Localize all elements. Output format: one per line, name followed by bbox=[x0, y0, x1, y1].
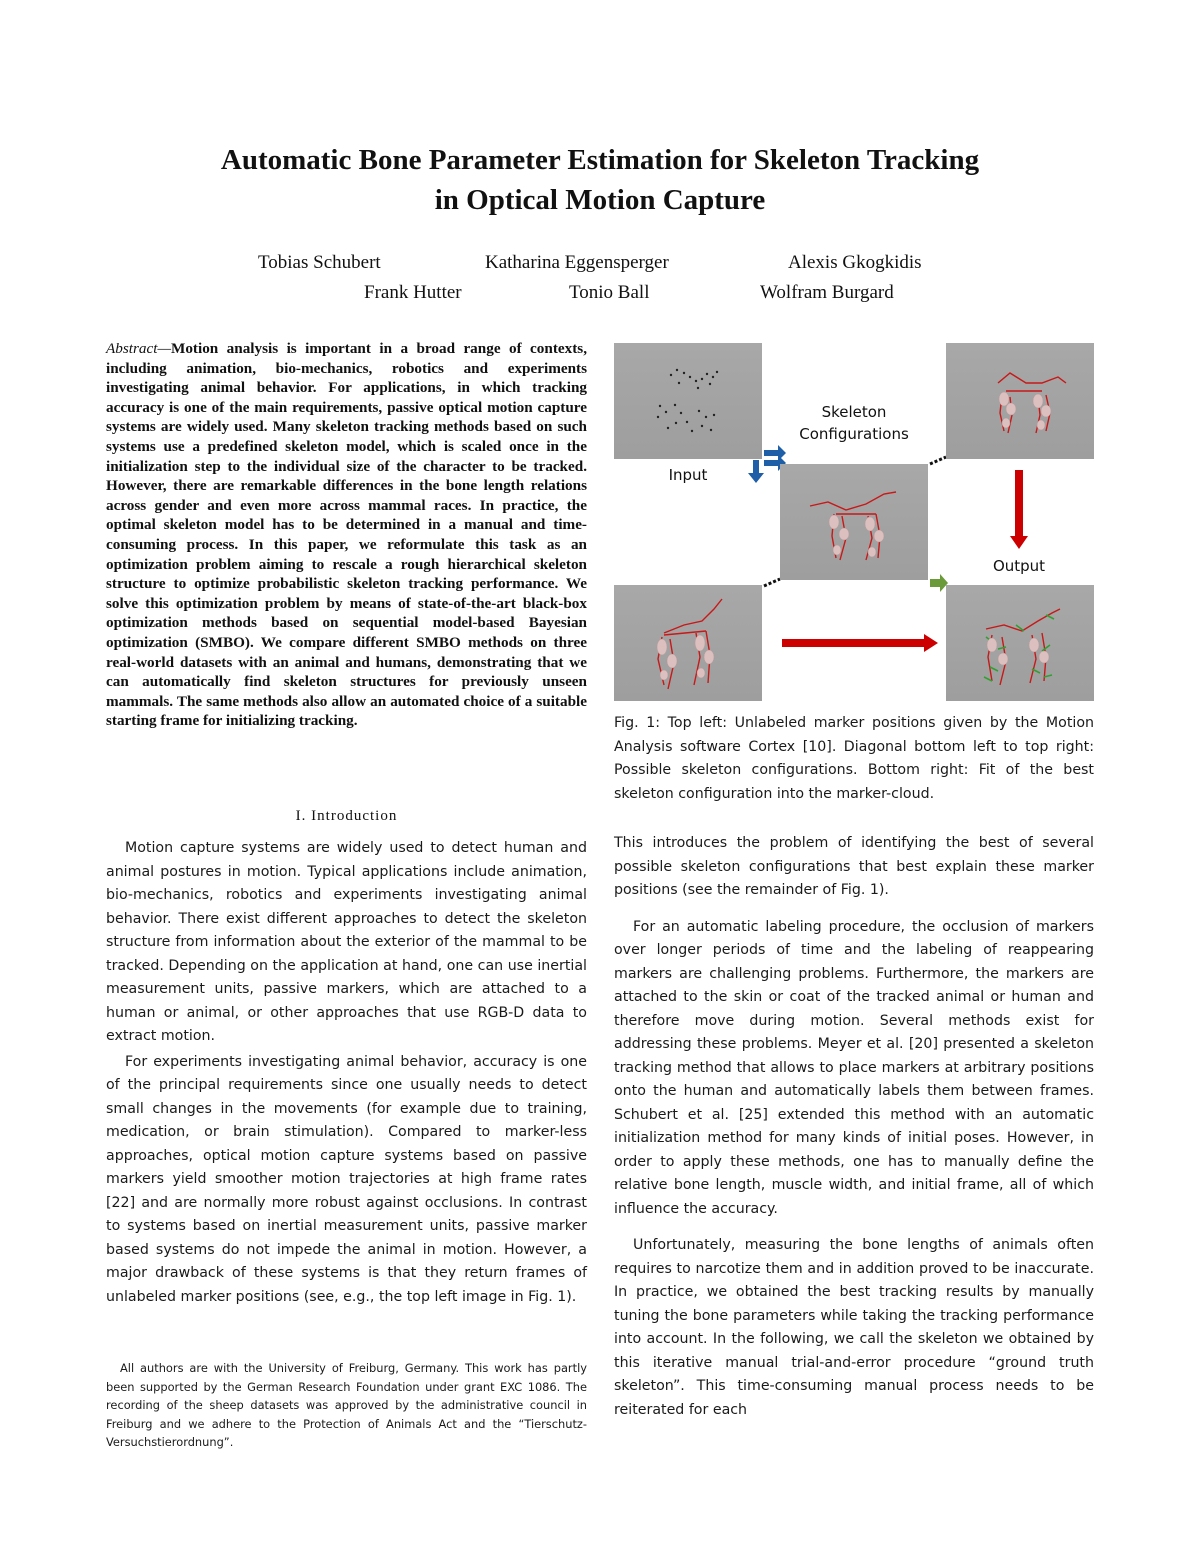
figure-label-output: Output bbox=[992, 557, 1046, 575]
figure-caption: Fig. 1: Top left: Unlabeled marker positions given by the Motion Analysis software Cortex [10]. Diagonal bottom left to top right: Possible skeleton configurations. Bottom right: Fit of the best skeleton configuration into the marker-cloud. bbox=[614, 715, 1094, 802]
marker-cloud-image bbox=[614, 343, 762, 459]
best-fit-panel bbox=[946, 585, 1094, 701]
abstract-label: Abstract bbox=[106, 340, 158, 357]
author-name: Tobias Schubert bbox=[258, 252, 381, 273]
skeleton-image bbox=[780, 464, 928, 580]
author-list bbox=[0, 248, 1200, 308]
author-name: Wolfram Burgard bbox=[760, 282, 894, 303]
title-line-1: Automatic Bone Parameter Estimation for Skeleton Tracking bbox=[220, 144, 980, 176]
best-fit-image bbox=[946, 585, 1094, 701]
paper-title bbox=[0, 140, 1200, 220]
introduction-body bbox=[106, 837, 587, 1309]
skeleton-config-panel bbox=[614, 585, 762, 701]
connector-line bbox=[930, 457, 946, 464]
right-column-body bbox=[614, 832, 1094, 1422]
figure-label-skeleton-configurations: Skeleton Configurations bbox=[799, 403, 909, 443]
footnote: All authors are with the University of Freiburg, Germany. This work has partly been supported by the German Research Foundation under grant EXC 1086. The recording of the sheep datasets was approved by the administrative council in Freiburg and we adhere to the Protection of Animals Act and the “Tierschutz-Versuchstierordnung”. bbox=[106, 1361, 587, 1449]
author-name: Tonio Ball bbox=[569, 282, 650, 303]
paragraph: For an automatic labeling procedure, the occlusion of markers over longer periods of time and the labeling of reappearing markers are challenging problems. Furthermore, the markers are attached to the skin or coat of the tracked animal or human and therefore move during motion. Several methods exist for addressing these problems. Meyer et al. [20] presented a skeleton tracking method that allows to place markers at arbitrary positions onto the human and automatically labels them between frames. Schubert et al. [25] extended this method with an automatic initialization method for many kinds of initial poses. However, in order to apply these methods, one has to manually define the relative bone length, muscle width, and initial frame, all of which influence the accuracy. bbox=[614, 918, 1094, 1217]
output-arrow-icon bbox=[1010, 536, 1028, 549]
skeleton-config-panel bbox=[780, 464, 928, 580]
skeleton-config-panel bbox=[946, 343, 1094, 459]
output-arrow-shaft bbox=[1015, 470, 1023, 538]
figure-label-input: Input bbox=[668, 466, 708, 484]
skeleton-image bbox=[614, 585, 762, 701]
author-name: Frank Hutter bbox=[364, 282, 462, 303]
abstract: Abstract—Motion analysis is important in a broad range of contexts, including animation, bio-mechanics, robotics and experiments investigating animal behavior. For applications, in which tracking accuracy is one of the main requirements, passive optical motion capture systems are widely used. Many skeleton tracking methods based on such systems use a predefined skeleton model, which is scaled once in the initialization step to the individual size of the character to be tracked. However, there are remarkable differences in the bone length relations across gender and even more across mammal races. In practice, the optimal skeleton model has to be determined in a manual and time-consuming process. In this paper, we reformulate this task as an optimization problem aiming to rescale a rough hierarchical skeleton structure to optimize probabilistic skeleton tracking performance. We solve this optimization problem by means of state-of-the-art black-box optimization methods based on sequential model-based Bayesian optimization (SMBO). We compare different SMBO methods on three real-world datasets with an animal and humans, demonstrating that we can automatically find skeleton structures for previously unseen mammals. The same methods also allow an automated choice of a suitable starting frame for initializing tracking. bbox=[106, 340, 587, 730]
fit-arrow-head-icon bbox=[924, 634, 938, 652]
fit-arrow-shaft bbox=[782, 639, 926, 647]
figure-1 bbox=[614, 343, 1094, 703]
connector-line bbox=[764, 579, 780, 586]
paragraph: Motion capture systems are widely used to detect human and animal postures in motion. Typical applications include animation, bio-mechanics, robotics and experiments investigating animal behavior. There exist different approaches to detect the skeleton structure from information about the exterior of the mammal to be tracked. Depending on the application at hand, one can use inertial measurement units, passive markers, which are attached to a human or animal, or other approaches that use RGB-D data to extract motion. bbox=[106, 840, 587, 1044]
paragraph: Unfortunately, measuring the bone lengths of animals often requires to narcotize them and in addition proved to be inaccurate. In practice, we obtained the best tracking results by manually tuning the bone parameters while taking the tracking performance into account. In the following, we call the skeleton we obtained by this iterative manual trial-and-error procedure “ground truth skeleton”. This time-consuming manual process needs to be reiterated for each bbox=[614, 1237, 1094, 1418]
section-heading-introduction: I. Introduction bbox=[295, 808, 398, 824]
abstract-text: Motion analysis is important in a broad range of contexts, including animation, bio-mechanics, robotics and experiments investigating animal behavior. For applications, in which tracking accuracy is one of the main requirements, passive optical motion capture systems are widely used. Many skeleton tracking methods based on such systems use a predefined skeleton model, which is scaled once in the initialization step to the individual size of the character to be tracked. However, there are remarkable differences in the bone length relations across gender and even more across mammal races. In practice, the optimal skeleton model has to be determined in a manual and time-consuming process. In this paper, we reformulate this task as an optimization problem aiming to rescale a rough hierarchical skeleton structure to optimize probabilistic skeleton tracking performance. We solve this optimization problem by means of state-of-the-art black-box optimization methods based on sequential model-based Bayesian optimization (SMBO). We compare different SMBO methods on three real-world datasets with an animal and humans, demonstrating that we can automatically find skeleton structures for previously unseen mammals. The same methods also allow an automated choice of a suitable starting frame for initializing tracking. bbox=[106, 340, 587, 730]
author-name: Alexis Gkogkidis bbox=[788, 252, 922, 273]
title-line-2: in Optical Motion Capture bbox=[434, 184, 766, 216]
input-arrow-icon bbox=[748, 460, 764, 483]
skeleton-image bbox=[946, 343, 1094, 459]
input-arrow-icon bbox=[764, 445, 786, 461]
paragraph: For experiments investigating animal behavior, accuracy is one of the principal requirements since one usually needs to detect small changes in the movements (for example due to training, medication, or brain stimulation). Compared to marker-less approaches, optical motion capture systems based on passive markers yield smoother motion trajectories at high frame rates [22] and are normally more robust against occlusions. In contrast to systems based on inertial measurement units, passive marker based systems do not impede the animal in motion. However, a major drawback of these systems is that they return frames of unlabeled marker positions (see, e.g., the top left image in Fig. 1). bbox=[106, 1053, 587, 1305]
paragraph: This introduces the problem of identifying the best of several possible skeleton configurations that best explain these marker positions (see the remainder of Fig. 1). bbox=[614, 835, 1094, 898]
author-name: Katharina Eggensperger bbox=[485, 252, 669, 273]
marker-cloud-panel bbox=[614, 343, 762, 459]
